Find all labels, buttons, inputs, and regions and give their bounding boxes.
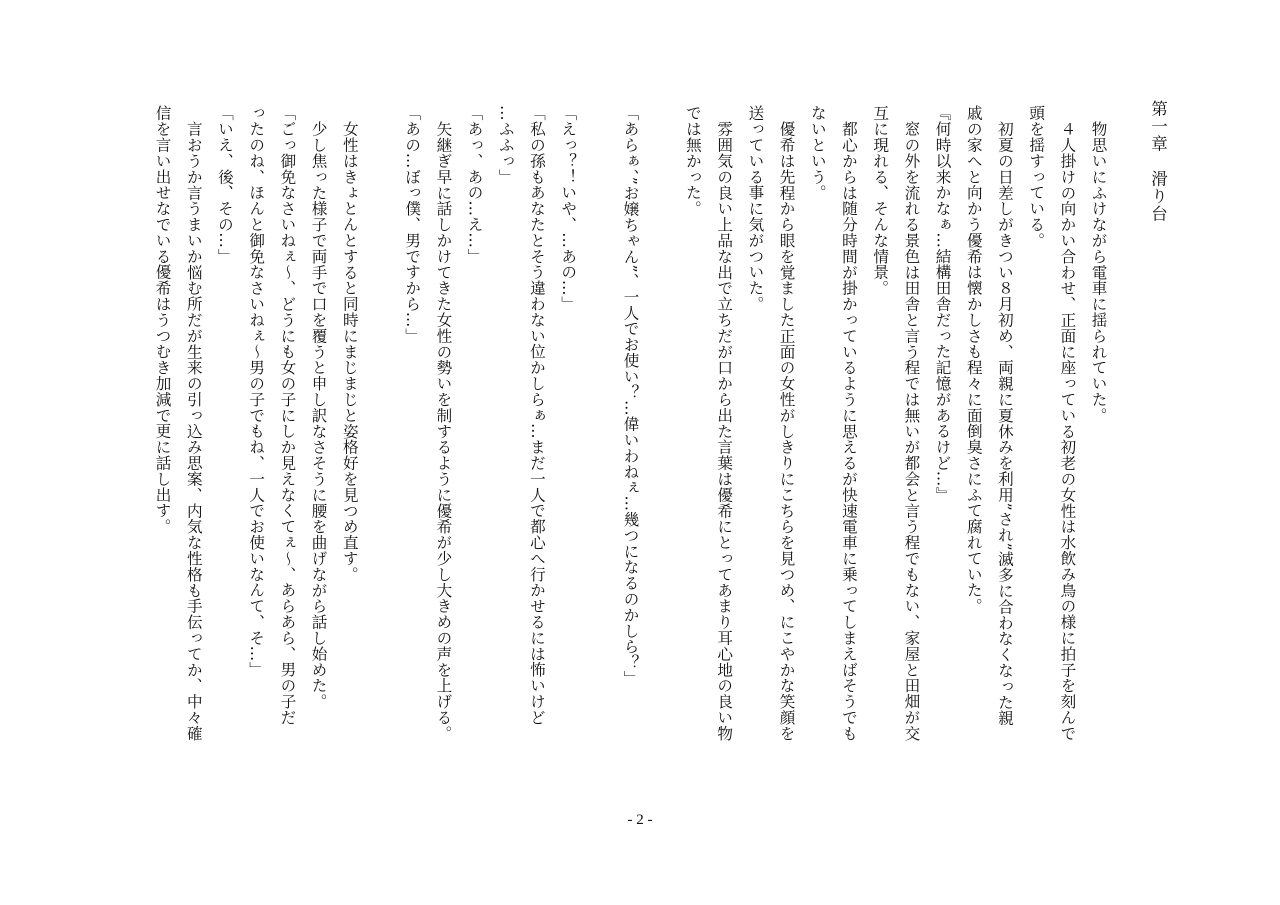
text-line: 言おうか言うまいか悩む所だが生来の引っ込み思案、内気な性格も手伝ってか、中々確 — [184, 121, 203, 742]
text-line: 都心からは随分時間が掛かっているように思えるが快速電車に乗ってしまえばそうでも — [839, 121, 858, 742]
text-line: ったのね、ほんと御免なさいねぇ～男の子でもね、一人でお使いなんて、そ…」 — [247, 105, 266, 678]
text-line: 少し焦った様子で両手で口を覆うと申し訳なさそうに腰を曲げながら話し始めた。 — [309, 121, 328, 710]
text-line: 矢継ぎ早に話しかけてきた女性の勢いを制するように優希が少し大きめの声を上げる。 — [434, 121, 453, 742]
text-line: 信を言い出せなでいる優希はうつむき加減で更に話し出す。 — [153, 105, 172, 535]
text-line: 初夏の日差しがきつい８月初め、両親に夏休みを利用”され”滅多に合わなくなった親 — [995, 121, 1014, 726]
text-line: 雰囲気の良い上品な出で立ちだが口から出た言葉は優希にとってあまり耳心地の良い物 — [715, 121, 734, 742]
text-line: 物思いにふけながら電車に揺られていた。 — [1089, 121, 1108, 424]
text-line: …ふふっ」 — [496, 105, 515, 185]
text-line: ないという。 — [808, 105, 827, 201]
text-line: 「えっ？！いや、…あの…」 — [559, 105, 578, 312]
page-number: - 2 - — [627, 812, 653, 828]
chapter-title: 第一章 滑り台 — [1148, 100, 1168, 223]
text-line: 送っている事に気がついた。 — [746, 105, 765, 312]
text-line: 女性はきょとんとすると同時にまじまじと姿格好を見つめ直す。 — [340, 121, 359, 583]
text-line: 戚の家へと向かう優希は懐かしさも程々に面倒臭さにふて腐れていた。 — [964, 105, 983, 614]
text-line: 互に現れる、そんな情景。 — [871, 105, 890, 296]
text-line: 優希は先程から眼を覚ました正面の女性がしきりにこちらを見つめ、にこやかな笑顔を — [777, 121, 796, 742]
text-line: ４人掛けの向かい合わせ、正面に座っている初老の女性は水飲み鳥の様に拍子を刻んで — [1058, 121, 1077, 742]
text-line: 「あっ、あの…え…」 — [465, 105, 484, 264]
text-line: 頭を揺すっている。 — [1027, 105, 1046, 249]
text-line: 窓の外を流れる景色は田舎と言う程では無いが都会と言う程でもない、家屋と田畑が交 — [902, 121, 921, 742]
text-line: 「ごっ御免なさいねぇ～、どうにも女の子にしか見えなくてぇ～、あらあら、男の子だ — [278, 105, 297, 726]
text-line: 『何時以来かなぁ…結構田舎だった記憶があるけど…』 — [933, 105, 952, 503]
text-line: 「いえ、後、その…」 — [215, 105, 234, 264]
text-line: 「あらぁ、”お嬢ちゃん”、一人でお使い？…偉いわねぇ…幾つになるのかしら？」 — [621, 105, 640, 687]
text-line: 「あの…ぼっ僕、男ですから…」 — [403, 105, 422, 344]
text-line: では無かった。 — [683, 105, 702, 217]
text-line: 「私の孫もあなたとそう違わない位かしらぁ…まだ一人で都心へ行かせるには怖いけど — [527, 105, 546, 726]
